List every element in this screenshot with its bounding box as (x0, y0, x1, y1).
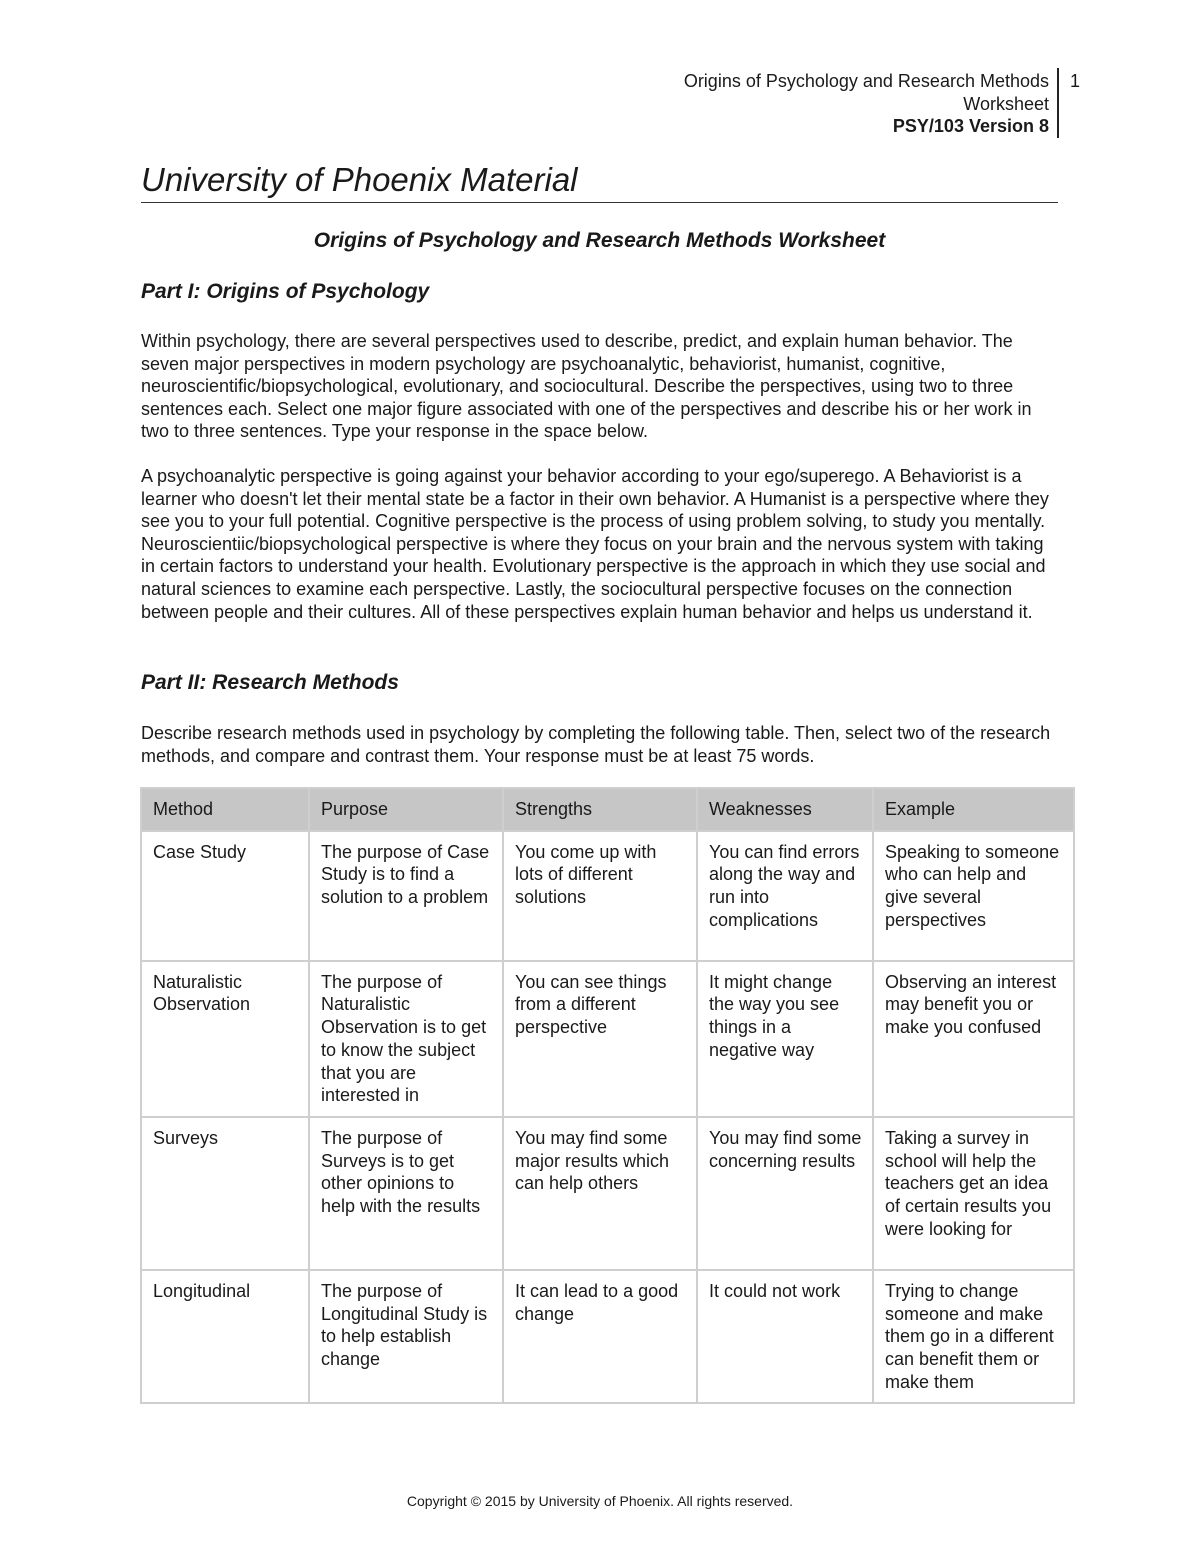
column-header: Weaknesses (697, 788, 873, 831)
column-header: Strengths (503, 788, 697, 831)
part1-heading: Part I: Origins of Psychology (141, 280, 430, 303)
table-cell: Longitudinal (141, 1270, 309, 1404)
table-cell: It might change the way you see things in a negative way (697, 961, 873, 1117)
column-header: Example (873, 788, 1074, 831)
table-row (141, 1117, 1074, 1270)
table-cell: You come up with lots of different solutions (503, 831, 697, 961)
course-version: PSY/103 Version 8 (892, 116, 1049, 136)
table-cell: It can lead to a good change (503, 1270, 697, 1404)
table-cell: You can see things from a different perspective (503, 961, 697, 1117)
table-row (141, 831, 1074, 961)
table-row (141, 961, 1074, 1117)
research-methods-table (140, 787, 1075, 1404)
table-cell: Taking a survey in school will help the teachers get an idea of certain results you were looking for (873, 1117, 1074, 1270)
column-header: Purpose (309, 788, 503, 831)
part2-heading: Part II: Research Methods (141, 671, 399, 694)
part1-response: A psychoanalytic perspective is going against your behavior according to your ego/superego. A Behaviorist is a learner who doesn't let their mental state be a factor in their own behavior. A Humanist is a perspective where they see you to your full potential. Cognitive perspective is the process of using problem solving, to study you mentally. Neuroscientiic/biopsychological perspective is where they focus on your brain and the nervous system with taking in certain factors to understand your health. Evolutionary perspective is the approach in which they use social and natural sciences to examine each perspective. Lastly, the sociocultural perspective focuses on the connection between people and their cultures. All of these perspectives explain human behavior and helps us understand it. (141, 466, 1049, 622)
page-number: 1 (1070, 71, 1081, 91)
table-cell: Observing an interest may benefit you or make you confused (873, 961, 1074, 1117)
table-cell: You may find some concerning results (697, 1117, 873, 1270)
table-row (141, 1270, 1074, 1404)
column-header: Method (141, 788, 309, 831)
copyright-footer: Copyright © 2015 by University of Phoenix. All rights reserved. (406, 1493, 794, 1509)
table-cell: The purpose of Surveys is to get other opinions to help with the results (309, 1117, 503, 1270)
table-cell: Naturalistic Observation (141, 961, 309, 1117)
table-cell: The purpose of Longitudinal Study is to help establish change (309, 1270, 503, 1404)
table-cell: The purpose of Case Study is to find a solution to a problem (309, 831, 503, 961)
worksheet-title: Origins of Psychology and Research Methods Worksheet (313, 229, 886, 252)
running-header (560, 70, 1049, 138)
brand-title: University of Phoenix Material (141, 158, 1058, 203)
part1-instructions: Within psychology, there are several perspectives used to describe, predict, and explain human behavior. The seven major perspectives in modern psychology are psychoanalytic, behaviorist, humanist, cognitive, neuroscientific/biopsychological, evolutionary, and sociocultural. Describe the perspectives, using two to three sentences each. Select one major figure associated with one of the perspectives and describe his or her work in two to three sentences. Type your response in the space below. (141, 331, 1032, 442)
table-cell: You can find errors along the way and run into complications (697, 831, 873, 961)
table-cell: Speaking to someone who can help and give several perspectives (873, 831, 1074, 961)
table-cell: You may find some major results which can help others (503, 1117, 697, 1270)
table-cell: Surveys (141, 1117, 309, 1270)
table-cell: The purpose of Naturalistic Observation is to get to know the subject that you are interested in (309, 961, 503, 1117)
header-title-line2: Worksheet (963, 93, 1049, 114)
part2-instructions: Describe research methods used in psychology by completing the following table. Then, select two of the research methods, and compare and contrast them. Your response must be at least 75 words. (141, 723, 1051, 766)
table-cell: Case Study (141, 831, 309, 961)
table-header-row (141, 788, 1074, 831)
header-title-line1: Origins of Psychology and Research Methods (683, 71, 1049, 91)
header-divider (1057, 68, 1059, 138)
table-cell: Trying to change someone and make them go in a different can benefit them or make them (873, 1270, 1074, 1404)
table-cell: It could not work (697, 1270, 873, 1404)
